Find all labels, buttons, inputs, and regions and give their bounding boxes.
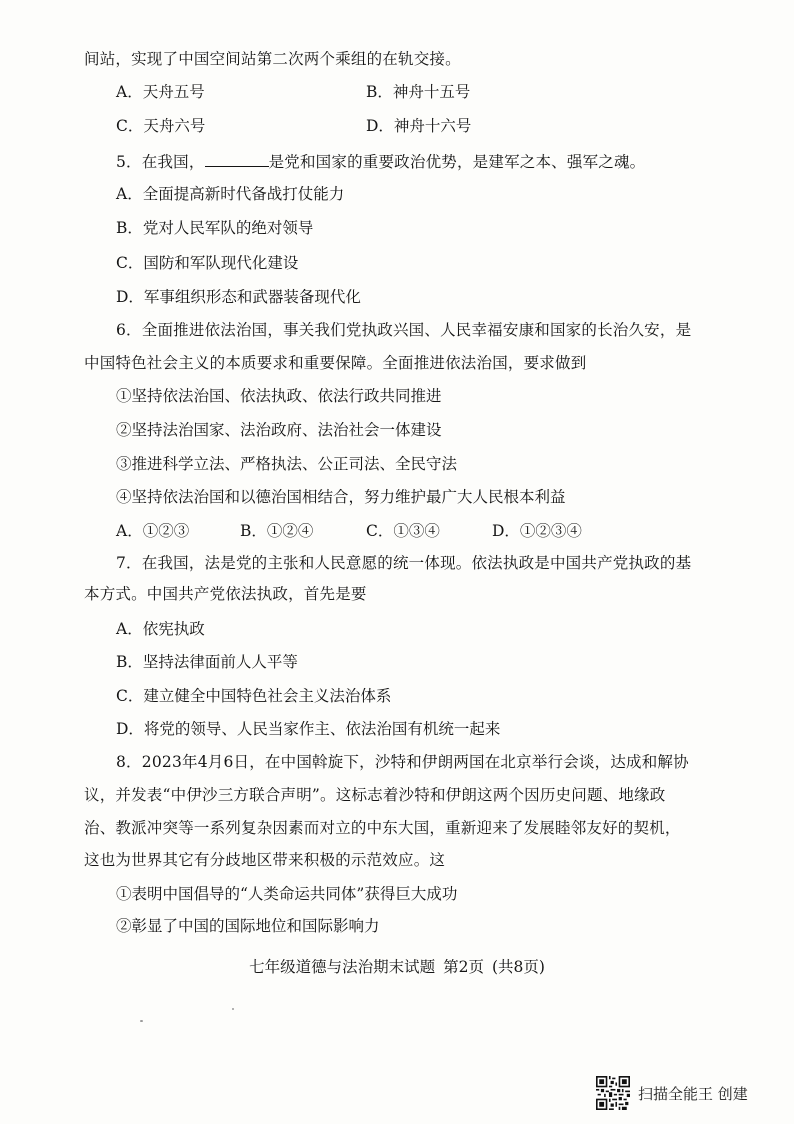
q4-option-d: D．神舟十六号 — [366, 117, 472, 135]
q4-option-c: C．天舟六号 — [116, 117, 206, 135]
footer-total-label: (共8页) — [491, 958, 545, 976]
q7-stem-line2: 本方式。中国共产党依法执政，首先是要 — [84, 585, 367, 603]
q6-option-b: B．①②④ — [240, 522, 314, 540]
footer-page-label: 第2页 — [443, 958, 484, 976]
q4-option-a: A．天舟五号 — [116, 83, 205, 101]
q5-option-b: B．党对人民军队的绝对领导 — [116, 219, 314, 237]
q6-statement-4: ④坚持依法治国和以德治国相结合，努力维护最广大人民根本利益 — [116, 488, 566, 506]
q5-stem — [116, 152, 645, 172]
watermark-action: 创建 — [717, 1084, 748, 1103]
qr-code-icon — [596, 1076, 630, 1110]
q6-stem-line2: 中国特色社会主义的本质要求和重要保障。全面推进依法治国，要求做到 — [84, 354, 587, 372]
q6-stem-line1: 6．全面推进依法治国，事关我们党执政兴国、人民幸福安康和国家的长治久安，是 — [116, 321, 692, 339]
q8-stem-line3: 治、教派冲突等一系列复杂因素而对立的中东大国，重新迎来了发展睦邻友好的契机， — [84, 819, 681, 837]
q5-option-a: A．全面提高新时代备战打仗能力 — [116, 185, 345, 203]
footer-exam-title: 七年级道德与法治期末试题 — [249, 958, 436, 976]
q5-stem-after-blank: 是党和国家的重要政治优势，是建军之本、强军之魂。 — [268, 153, 646, 171]
q8-statement-2: ②彰显了中国的国际地位和国际影响力 — [116, 917, 380, 935]
q8-stem-line2: 议，并发表“中伊沙三方联合声明”。这标志着沙特和伊朗这两个因历史问题、地缘政 — [84, 786, 666, 804]
q7-option-a: A．依宪执政 — [116, 620, 205, 638]
q8-stem-line4: 这也为世界其它有分歧地区带来积极的示范效应。这 — [84, 851, 446, 869]
watermark-text — [638, 1083, 748, 1104]
q6-statement-3: ③推进科学立法、严格执法、公正司法、全民守法 — [116, 455, 458, 473]
q6-option-c: C．①③④ — [366, 522, 440, 540]
page-footer — [0, 957, 794, 977]
scan-speck — [140, 1020, 143, 1022]
q7-option-c: C．建立健全中国特色社会主义法治体系 — [116, 687, 392, 705]
q5-option-c: C．国防和军队现代化建设 — [116, 254, 299, 272]
q6-statement-2: ②坚持法治国家、法治政府、法治社会一体建设 — [116, 421, 442, 439]
q6-option-a: A．①②③ — [116, 522, 190, 540]
watermark-app-name: 扫描全能王 — [638, 1084, 714, 1103]
q6-statement-1: ①坚持依法治国、依法执政、依法行政共同推进 — [116, 387, 442, 405]
q6-option-d: D．①②③④ — [492, 522, 582, 540]
scan-speck — [232, 1008, 234, 1010]
q7-option-d: D．将党的领导、人民当家作主、依法治国有机统一起来 — [116, 720, 501, 738]
q7-stem-line1: 7．在我国，法是党的主张和人民意愿的统一体现。依法执政是中国共产党执政的基 — [116, 554, 692, 572]
scanner-watermark — [596, 1075, 748, 1111]
q4-option-b: B．神舟十五号 — [366, 83, 471, 101]
q8-stem-line1: 8．2023年4月6日，在中国斡旋下，沙特和伊朗两国在北京举行会谈，达成和解协 — [116, 753, 689, 771]
q5-stem-before-blank: 5．在我国， — [116, 153, 205, 171]
q5-option-d: D．军事组织形态和武器装备现代化 — [116, 288, 361, 306]
q8-statement-1: ①表明中国倡导的“人类命运共同体”获得巨大成功 — [116, 885, 458, 903]
q7-option-b: B．坚持法律面前人人平等 — [116, 653, 298, 671]
q5-answer-blank — [205, 152, 269, 167]
q4-continuation: 间站，实现了中国空间站第二次两个乘组的在轨交接。 — [84, 50, 461, 68]
